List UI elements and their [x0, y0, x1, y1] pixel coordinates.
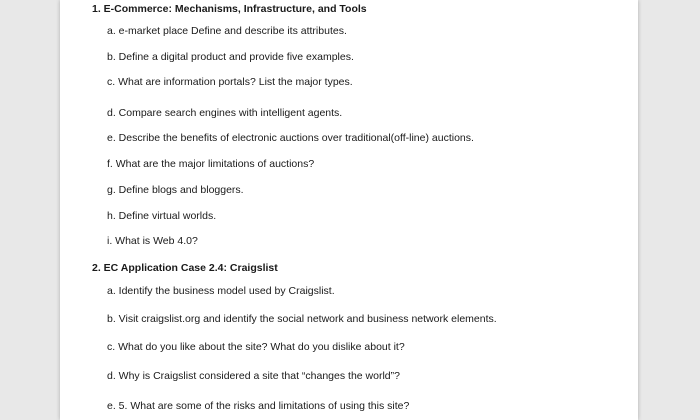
question-1b: b. Define a digital product and provide five examples.: [107, 51, 354, 63]
document-page: [60, 0, 638, 420]
question-1c: c. What are information portals? List the major types.: [107, 76, 353, 88]
section-1-heading: 1. E-Commerce: Mechanisms, Infrastructure, and Tools: [92, 3, 367, 15]
question-1h: h. Define virtual worlds.: [107, 210, 217, 222]
question-2c: c. What do you like about the site? What do you dislike about it?: [107, 341, 405, 353]
question-2d: d. Why is Craigslist considered a site that “changes the world”?: [107, 370, 400, 382]
question-1d: d. Compare search engines with intelligent agents.: [107, 107, 343, 119]
question-2e: e. 5. What are some of the risks and limitations of using this site?: [107, 400, 410, 412]
question-1e: e. Describe the benefits of electronic auctions over traditional(off-line) auctions.: [107, 132, 474, 144]
question-1i: i. What is Web 4.0?: [107, 235, 198, 247]
question-2a: a. Identify the business model used by Craigslist.: [107, 285, 335, 297]
question-2b: b. Visit craigslist.org and identify the social network and business network elements.: [107, 313, 497, 325]
section-2-heading: 2. EC Application Case 2.4: Craigslist: [92, 262, 278, 274]
question-1f: f. What are the major limitations of auctions?: [107, 158, 315, 170]
question-1g: g. Define blogs and bloggers.: [107, 184, 244, 196]
question-1a: a. e-market place Define and describe its attributes.: [107, 25, 347, 37]
